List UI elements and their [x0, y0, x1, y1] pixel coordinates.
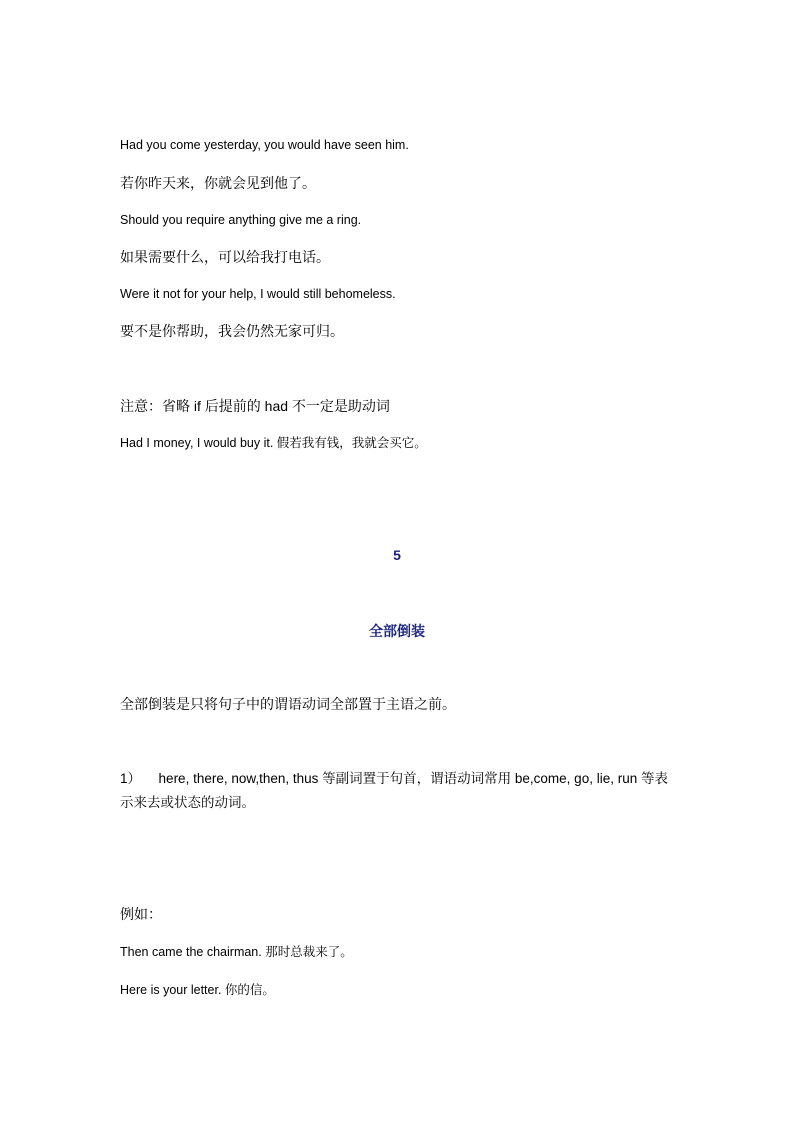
- rule-text: here, there, now,then, thus 等副词置于句首，谓语动词常用 be,come, go, lie, run 等表示来去或状态的动词。: [120, 771, 668, 810]
- full-inversion-example-2: Here is your letter. 你的信。: [120, 983, 275, 997]
- note-example: Had I money, I would buy it. 假若我有钱，我就会买它。: [120, 436, 427, 450]
- example-sentence-zh-2: 如果需要什么，可以给我打电话。: [120, 249, 330, 265]
- examples-label: 例如：: [120, 906, 162, 922]
- example-sentence-en-3: Were it not for your help, I would still behomeless.: [120, 287, 396, 301]
- section-title: 全部倒装: [369, 623, 425, 639]
- full-inversion-example-1: Then came the chairman. 那时总裁来了。: [120, 945, 353, 959]
- section-number: 5: [393, 547, 401, 563]
- note-label: 注意：省略 if 后提前的 had 不一定是助动词: [120, 398, 390, 414]
- rule-paragraph: [120, 767, 680, 815]
- example-sentence-en-2: Should you require anything give me a ring.: [120, 213, 362, 227]
- definition-text: 全部倒装是只将句子中的谓语动词全部置于主语之前。: [120, 696, 456, 712]
- example-sentence-zh-3: 要不是你帮助，我会仍然无家可归。: [120, 323, 344, 339]
- example-sentence-zh-1: 若你昨天来，你就会见到他了。: [120, 175, 316, 191]
- example-sentence-en-1: Had you come yesterday, you would have seen him.: [120, 138, 409, 152]
- rule-marker: 1）: [120, 771, 142, 786]
